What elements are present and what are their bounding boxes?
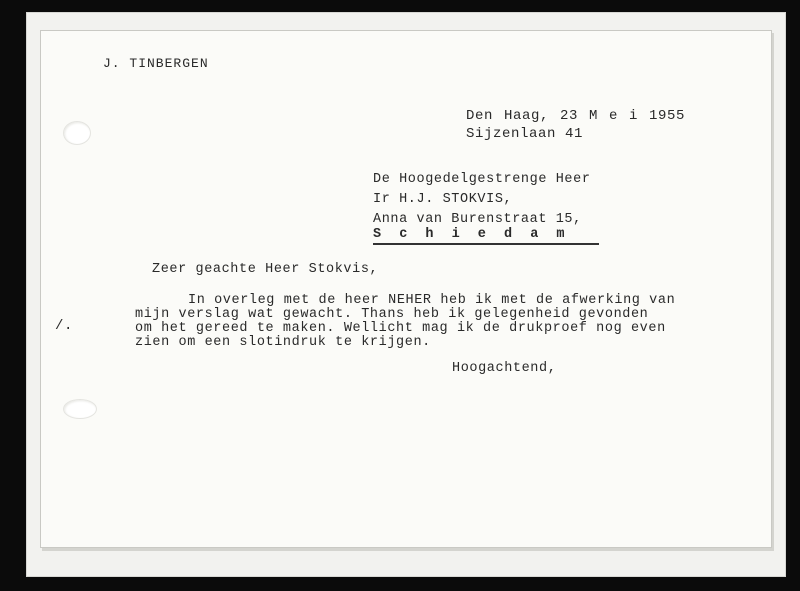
body-line: mijn verslag wat gewacht. Thans heb ik gelegenheid gevonden — [135, 307, 649, 322]
letter-date: Den Haag, 23 M e i 1955 — [466, 108, 686, 124]
punch-hole-top — [64, 122, 90, 144]
body-line: om het gereed te maken. Wellicht mag ik de drukproef nog even — [135, 321, 666, 336]
recipient-street: Anna van Burenstraat 15, — [373, 212, 582, 227]
punch-hole-bottom — [64, 400, 96, 418]
sender-name: J. TINBERGEN — [103, 56, 209, 71]
body-line: In overleg met de heer NEHER heb ik met de afwerking van — [188, 293, 676, 308]
recipient-title: De Hoogedelgestrenge Heer — [373, 172, 591, 187]
body-line: zien om een slotindruk te krijgen. — [135, 335, 431, 350]
margin-mark: /. — [55, 318, 74, 334]
closing: Hoogachtend, — [452, 361, 557, 376]
sender-address: Sijzenlaan 41 — [466, 126, 584, 142]
salutation: Zeer geachte Heer Stokvis, — [152, 262, 379, 277]
recipient-city: S c h i e d a m — [373, 227, 570, 242]
recipient-name: Ir H.J. STOKVIS, — [373, 192, 513, 207]
city-underline — [373, 243, 599, 245]
